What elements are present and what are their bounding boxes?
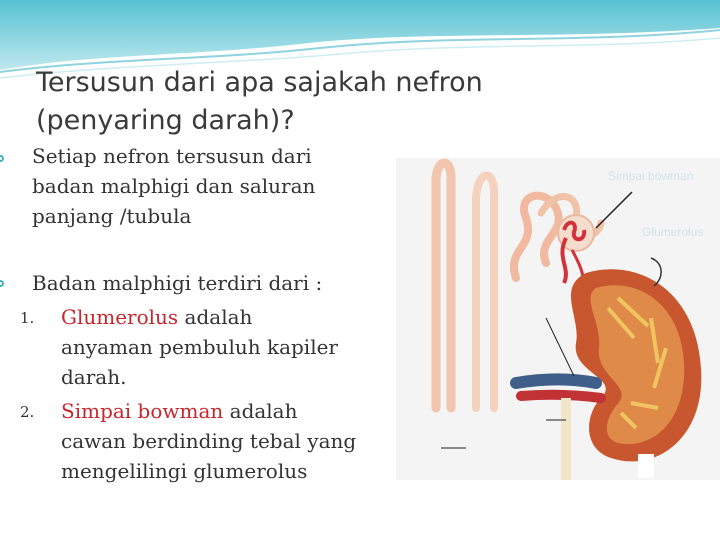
label-glumerolus: Glumerolus [642, 225, 704, 239]
item-2-rest-first: adalah [223, 399, 298, 423]
item-1-rest-first: adalah [178, 305, 253, 329]
bullet-1-line-1: Setiap nefron tersusun dari [32, 144, 312, 168]
item-2-number: 2. [20, 403, 35, 421]
label-simpai-line: Simpai bowman [608, 169, 694, 183]
item-2-term: Simpai bowman [61, 399, 224, 423]
item-2-line-3: mengelilingi glumerolus [61, 459, 308, 483]
bullet-marker-1 [0, 155, 4, 162]
slide-title [36, 64, 576, 140]
bullet-2-text: Badan malphigi terdiri dari : [32, 271, 323, 295]
item-2-text [61, 396, 356, 486]
item-1-line-2: anyaman pembuluh kapiler [61, 335, 338, 359]
item-2-first-line [61, 396, 356, 426]
item-1-term: Glumerolus [61, 305, 179, 329]
item-1-first-line [61, 302, 338, 332]
bullet-marker-2 [0, 280, 4, 287]
bullet-1-text [32, 141, 315, 231]
bullet-1-line-3: panjang /tubula [32, 204, 192, 228]
nephron-kidney-illustration [396, 158, 720, 480]
title-line-1: Tersusun dari apa sajakah nefron [36, 67, 483, 98]
item-1-line-3: darah. [61, 365, 127, 389]
item-2-line-2: cawan berdinding tebal yang [61, 429, 357, 453]
item-1-text [61, 302, 338, 392]
title-line-2: (penyaring darah)? [36, 105, 295, 136]
item-1-number: 1. [20, 309, 35, 327]
nephron-kidney-drawing [396, 158, 720, 480]
bullet-1-line-2: badan malphigi dan saluran [32, 174, 316, 198]
label-simpai-bowman [608, 170, 693, 183]
